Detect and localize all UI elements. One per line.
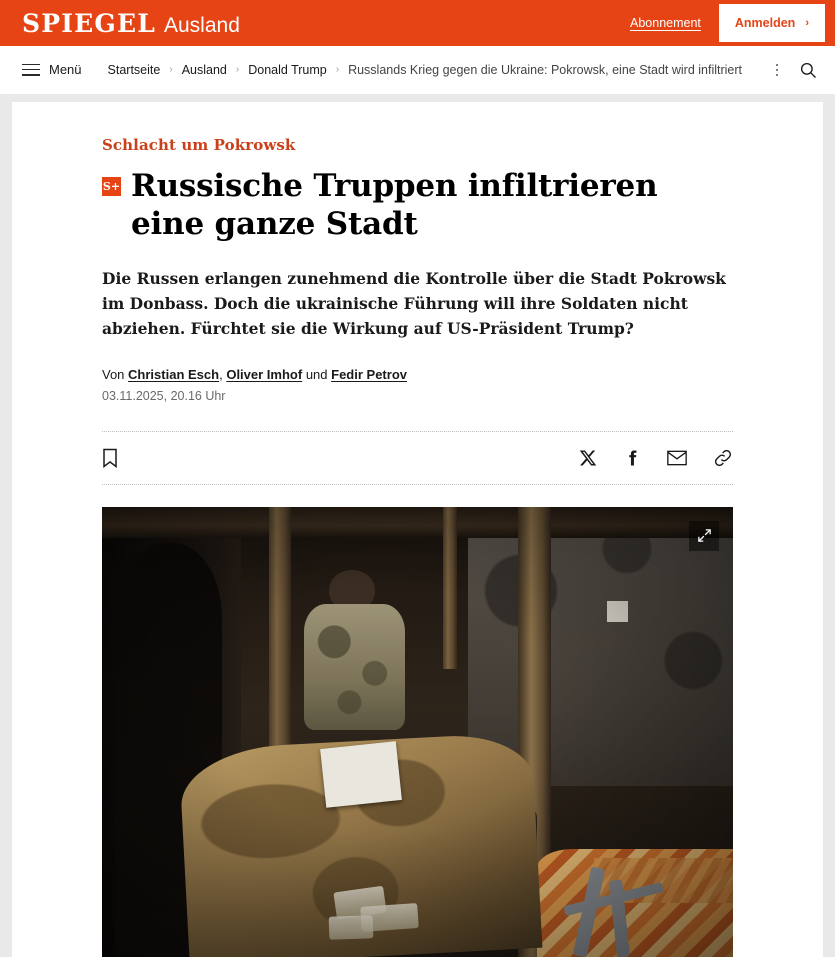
breadcrumb-item-current: Russlands Krieg gegen die Ukraine: Pokrowsk, eine Stadt wird infiltriert <box>348 62 743 77</box>
author-link-2[interactable]: Oliver Imhof <box>226 366 303 382</box>
article-intro: Die Russen erlangen zunehmend die Kontrolle über die Stadt Pokrowsk im Donbass. Doch die ukrainische Führung will ihre Soldaten nicht abziehen. Fürchtet sie die Wirkung auf US-Präsident Trump? <box>102 268 726 338</box>
brand-name: SPIEGEL <box>22 8 156 38</box>
navigation-actions <box>773 46 818 94</box>
byline-conjunction: und <box>305 366 328 382</box>
link-icon[interactable] <box>713 448 733 468</box>
author-link-1[interactable]: Christian Esch <box>128 366 220 382</box>
hamburger-icon <box>22 64 40 76</box>
bookmark-icon[interactable] <box>102 448 118 468</box>
page-content <box>12 102 823 957</box>
top-header-actions <box>612 0 835 46</box>
author-link-3[interactable]: Fedir Petrov <box>331 366 407 382</box>
menu-label: Menü <box>49 62 82 77</box>
share-toolbar <box>102 431 733 485</box>
menu-toggle-button[interactable] <box>22 62 82 77</box>
breadcrumb-separator: › <box>335 64 340 75</box>
breadcrumb-item-donald-trump[interactable]: Donald Trump <box>248 62 327 77</box>
breadcrumb-item-home[interactable]: Startseite <box>107 62 161 77</box>
login-button-label: Anmelden <box>734 16 796 30</box>
share-icons-group <box>579 448 733 468</box>
lead-image-photo <box>102 507 733 957</box>
page-title: Russische Truppen infiltrieren eine ganze Stadt <box>131 168 658 242</box>
navigation-bar <box>0 46 835 94</box>
spiegel-plus-badge: S+ <box>102 177 121 196</box>
byline-prefix: Von <box>102 366 125 382</box>
article-timestamp: 03.11.2025, 20.16 Uhr <box>102 388 226 403</box>
breadcrumb-separator: › <box>169 64 173 75</box>
lead-image[interactable] <box>102 507 733 957</box>
mail-icon[interactable] <box>667 450 687 466</box>
search-icon[interactable] <box>799 61 817 79</box>
breadcrumb <box>108 63 742 77</box>
breadcrumb-item-ausland[interactable]: Ausland <box>181 62 227 77</box>
byline <box>102 367 733 382</box>
subscription-link[interactable]: Abonnement <box>630 16 701 30</box>
more-options-icon[interactable] <box>773 60 782 81</box>
chevron-right-icon: › <box>805 17 809 29</box>
breadcrumb-separator: › <box>235 64 240 75</box>
login-button[interactable] <box>719 4 825 42</box>
top-header-bar <box>0 0 835 46</box>
section-name: Ausland <box>164 13 240 37</box>
headline-row <box>102 168 733 244</box>
expand-icon[interactable] <box>689 521 719 551</box>
site-logo[interactable] <box>22 8 240 38</box>
facebook-icon[interactable] <box>623 449 641 467</box>
byline-comma: , <box>219 366 223 382</box>
article-container <box>12 102 823 957</box>
x-twitter-icon[interactable] <box>579 449 597 467</box>
article-kicker[interactable]: Schlacht um Pokrowsk <box>102 136 296 154</box>
